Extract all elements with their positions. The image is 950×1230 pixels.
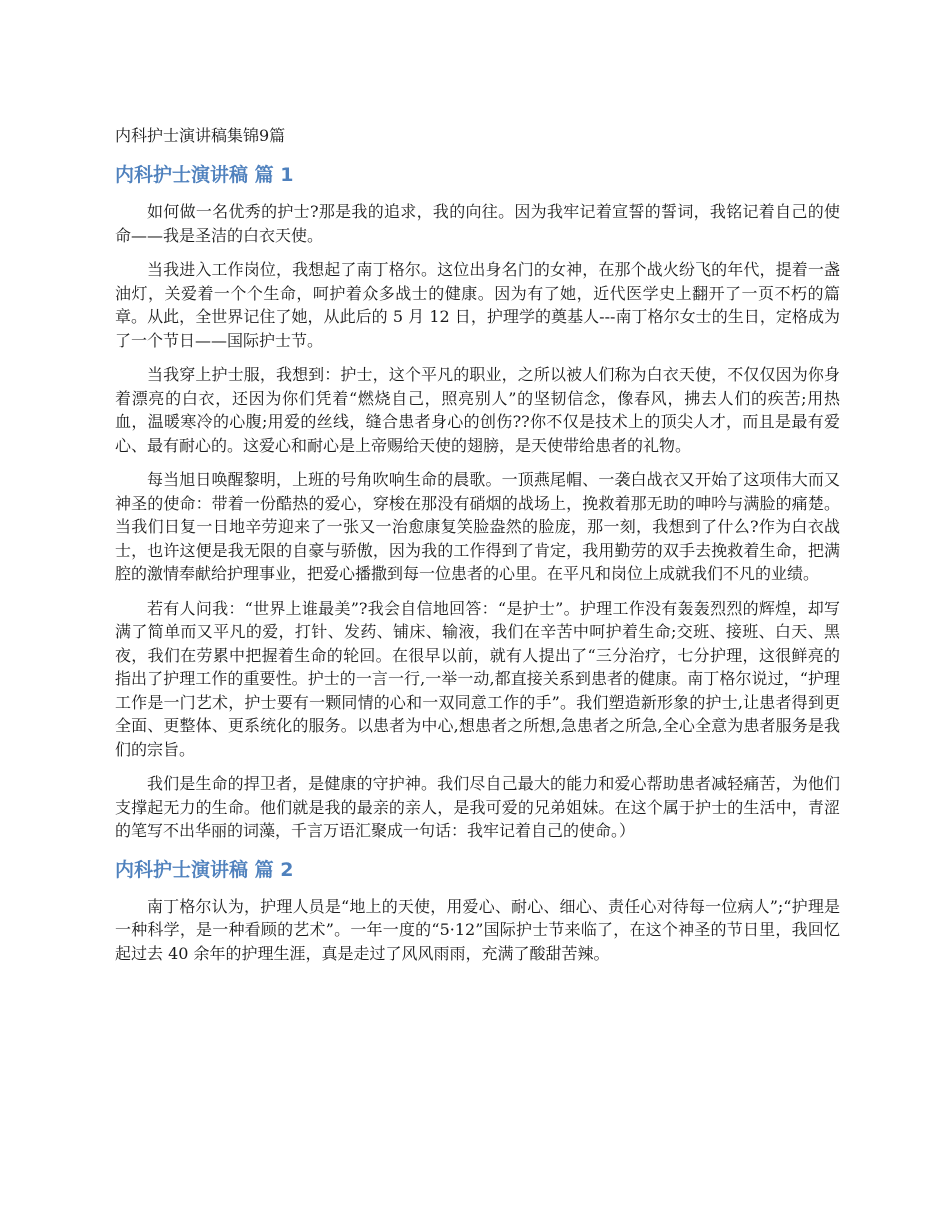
section-heading: 内科护士演讲稿 篇 1 [115,164,294,186]
paragraph: 当我穿上护士服，我想到：护士，这个平凡的职业，之所以被人们称为白衣天使，不仅仅因为你身着漂亮的白衣，还因为你们凭着“燃烧自己，照亮别人”的坚韧信念，像春风，拂去人们的疾苦;用热血，温暖寒冷的心腹;用爱的丝线，缝合患者身心的创伤??你不仅是技术上的顶尖人才，而且是最有爱心、最有耐心的。这爱心和耐心是上帝赐给天使的翅膀，是天使带给患者的礼物。 [115,365,840,455]
section-heading: 内科护士演讲稿 篇 2 [115,858,294,881]
paragraph: 南丁格尔认为，护理人员是“地上的天使，用爱心、耐心、细心、责任心对待每一位病人”;“护理是一种科学，是一种看顾的艺术”。一年一度的“5·12”国际护士节来临了，在这个神圣的节日里，我回忆起过去 40 余年的护理生涯，真是走过了风风雨雨，充满了酸甜苦辣。 [115,896,840,963]
paragraph: 每当旭日唤醒黎明，上班的号角吹响生命的晨歌。一顶燕尾帽、一袭白战衣又开始了这项伟大而又神圣的使命：带着一份酷热的爱心，穿梭在那没有硝烟的战场上，挽救着那无助的呻吟与满脸的痛楚。当我们日复一日地辛劳迎来了一张又一治愈康复笑脸盎然的脸庞，那一刻，我想到了什么?作为白衣战士，也许这便是我无限的自豪与骄傲，因为我的工作得到了肯定，我用勤劳的双手去挽救着生命，把满腔的激情奉献给护理事业，把爱心播撒到每一位患者的心里。在平凡和岗位上成就我们不凡的业绩。 [115,470,840,583]
paragraph: 如何做一名优秀的护士?那是我的追求，我的向往。因为我牢记着宣誓的誓词，我铭记着自己的使命——我是圣洁的白衣天使。 [115,202,840,245]
paragraph: 当我进入工作岗位，我想起了南丁格尔。这位出身名门的女神，在那个战火纷飞的年代，提着一盏油灯，关爱着一个个生命，呵护着众多战士的健康。因为有了她，近代医学史上翻开了一页不朽的篇章。从此，全世界记住了她，从此后的 5 月 12 日，护理学的奠基人---南丁格尔女士的生日，定格成为了一个节日——国际护士节。 [115,260,840,350]
paragraph: 我们是生命的捍卫者，是健康的守护神。我们尽自己最大的能力和爱心帮助患者减轻痛苦，为他们支撑起无力的生命。他们就是我的最亲的亲人，是我可爱的兄弟姐妹。在这个属于护士的生活中，青涩的笔写不出华丽的词藻，千言万语汇聚成一句话：我牢记着自己的使命。） [115,774,840,840]
document-content [115,124,840,976]
paragraph: 若有人问我：“世界上谁最美”?我会自信地回答：“是护士”。护理工作没有轰轰烈烈的辉煌，却写满了简单而又平凡的爱，打针、发药、铺床、输液，我们在辛苦中呵护着生命;交班、接班、白天、黑夜，我们在劳累中把握着生命的轮回。在很早以前，就有人提出了“三分治疗，七分护理，这很鲜亮的指出了护理工作的重要性。护士的一言一行,一举一动,都直接关系到患者的健康。南丁格尔说过，“护理工作是一门艺术，护士要有一颗同情的心和一双同意工作的手”。我们塑造新形象的护士,让患者得到更全面、更整体、更系统化的服务。以患者为中心,想患者之所想,急患者之所急,全心全意为患者服务是我们的宗旨。 [115,598,840,759]
document-title: 内科护士演讲稿集锦9篇 [115,126,286,145]
